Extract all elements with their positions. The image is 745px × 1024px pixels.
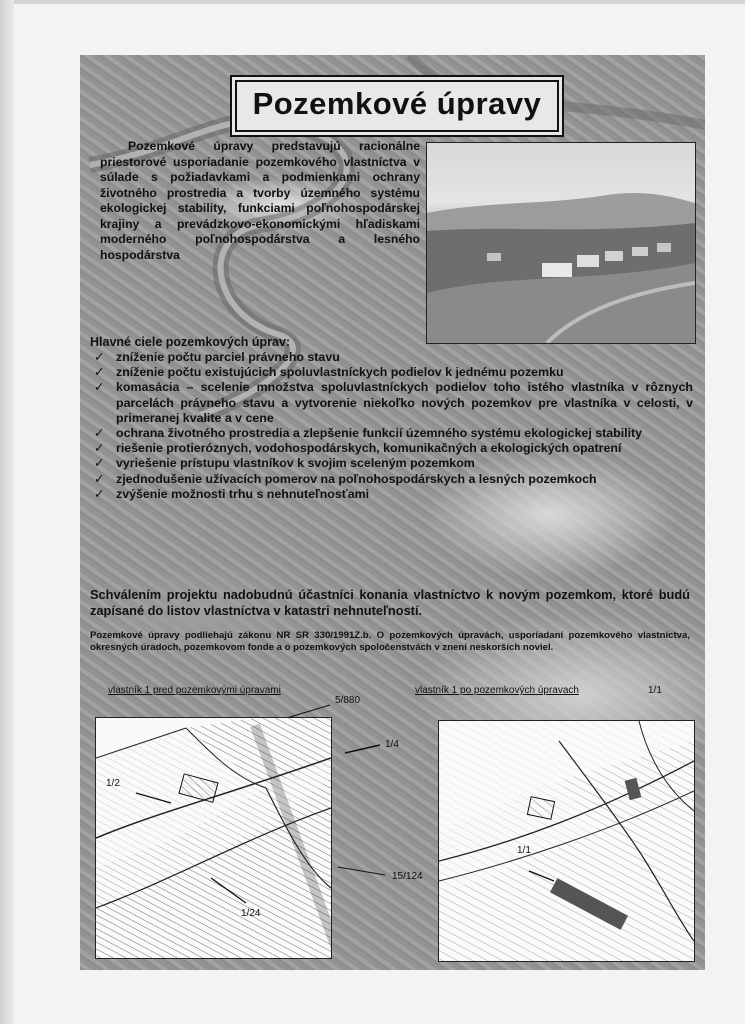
map-before — [95, 717, 332, 959]
check-icon: ✓ — [94, 426, 105, 441]
list-item: ✓ riešenie protieróznych, vodohospodárskych, komunikačných a ekologických opatrení — [94, 441, 622, 456]
check-icon: ✓ — [94, 456, 105, 471]
parcel-label: 1/2 — [106, 778, 120, 789]
map-after-ratio: 1/1 — [648, 685, 662, 696]
goals-list — [88, 350, 693, 502]
landscape-photo-drawing — [427, 143, 695, 343]
list-item: ✓ zjednodušenie užívacích pomerov na poľnohospodárskych a lesných pozemkoch — [94, 471, 597, 486]
list-item: ✓ zvýšenie možnosti trhu s nehnuteľnosťami — [94, 486, 370, 501]
scan-edge-left — [0, 0, 14, 1024]
intro-paragraph: Pozemkové úpravy predstavujú racionálne priestorové usporiadanie pozemkového vlastníctva v súlade s požiadavkami a podmienkami ochrany životného prostredia a tvorby územného systému ekologickej stability, funkciami poľnohospodárskej krajiny a prevádzkovo-ekonomickými hľadiskami moderného poľnohospodárstva a lesného hospodárstva — [100, 139, 420, 262]
parcel-label: 1/1 — [517, 845, 531, 856]
law-paragraph: Pozemkové úpravy podliehajú zákonu NR SR 330/1991Z.b. O pozemkových úpravách, usporiadaní pozemkového vlastníctva, okresných úradoch, pozemkovom fonde a o pozemkových spoločenstvách v znení neskorších noviel. — [90, 630, 690, 653]
scan-edge-top — [14, 0, 745, 4]
check-icon: ✓ — [94, 365, 105, 380]
map-after-caption: vlastník 1 po pozemkových úpravach — [415, 685, 579, 696]
goals-heading: Hlavné ciele pozemkových úprav: — [90, 335, 291, 349]
check-icon: ✓ — [94, 486, 105, 501]
list-item: ✓ zníženie počtu existujúcich spoluvlastníckych podielov k jednému pozemku — [94, 365, 564, 380]
check-icon: ✓ — [94, 380, 105, 395]
check-icon: ✓ — [94, 441, 105, 456]
approval-paragraph: Schválením projektu nadobudnú účastníci konania vlastníctvo k novým pozemkom, ktoré budú zapísané do listov vlastníctva v katastri nehnuteľností. — [90, 587, 690, 618]
parcel-label: 15/124 — [392, 871, 423, 882]
list-item: ✓ ochrana životného prostredia a zlepšenie funkcií územného systému ekologickej stability — [94, 426, 643, 441]
check-icon: ✓ — [94, 350, 105, 364]
list-item: ✓ vyriešenie prístupu vlastníkov k svojim sceleným pozemkom — [94, 456, 475, 471]
poster — [80, 55, 705, 970]
landscape-photo — [426, 142, 696, 344]
cadastral-map-after — [439, 721, 694, 961]
list-item: ✓ zníženie počtu parciel právneho stavu — [94, 350, 340, 364]
cadastral-map-before — [96, 718, 331, 958]
parcel-label: 1/24 — [241, 908, 261, 919]
check-icon: ✓ — [94, 471, 105, 486]
page-title: Pozemkové úpravy — [252, 86, 542, 121]
title-frame — [235, 80, 559, 132]
parcel-label: 1/4 — [385, 739, 399, 750]
list-item: ✓ komasácia – scelenie množstva spoluvlastníckych podielov toho istého vlastníka v rôznych parcelách právneho stavu a vytvorenie niekoľko nových pozemkov pre vlastníka v celosti, v primeranej kvalite a v cene — [94, 380, 693, 425]
parcel-label: 5/880 — [335, 695, 361, 706]
map-before-caption: vlastník 1 pred pozemkovými úpravami — [108, 685, 281, 696]
map-after — [438, 720, 695, 962]
